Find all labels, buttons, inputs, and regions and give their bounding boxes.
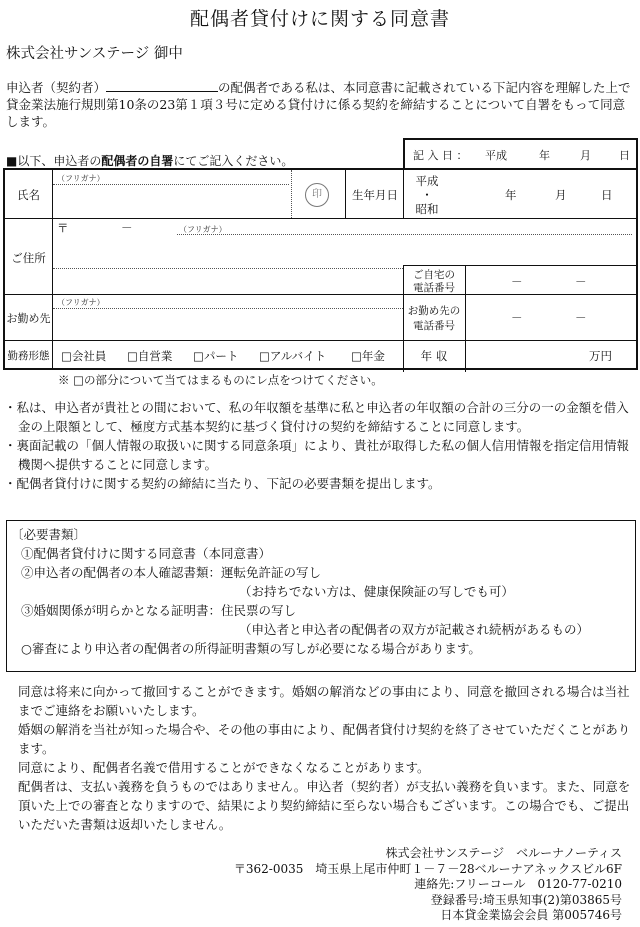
bullet-item: ・配偶者貸付けに関する契約の締結に当たり、下記の必要書類を提出します。 [4, 476, 441, 491]
home-phone-dash-2[interactable]: － [575, 275, 587, 289]
birth-day: 日 [601, 188, 613, 202]
date-month: 月 [580, 149, 591, 162]
seal-mark: 印 [305, 183, 329, 207]
instruction [6, 152, 293, 169]
date-day: 日 [619, 149, 630, 162]
document-title: 配偶者貸付けに関する同意書 [189, 8, 450, 30]
spouse-form [3, 168, 638, 370]
date-era: 平成 [485, 149, 507, 162]
intro-text: の配偶者である私は、本同意書に記載されている下記内容を理解した上で貸金業法施行規則第10条の23第１項３号に定める貸付けに係る契約を締結することについて自署をもって同意します。 [6, 80, 631, 129]
name-label: 氏名 [17, 188, 40, 202]
employment-label: 勤務形態 [7, 350, 50, 362]
work-label: お勤め先 [6, 312, 51, 325]
era-heisei[interactable]: 平成 [415, 174, 439, 188]
home-phone-label-2: 電話番号 [413, 282, 455, 294]
address-label: ご住所 [11, 251, 46, 265]
work-phone-label-2: 電話番号 [413, 320, 455, 332]
income-unit: 万円 [589, 349, 612, 363]
birth-month: 月 [555, 188, 567, 202]
employment-option-pension[interactable]: □年金 [351, 349, 385, 363]
postal-dash: － [121, 221, 133, 235]
footer-address: 〒362-0035 埼玉県上尾市仲町１－７－28ベルーナアネックスビル6F [233, 861, 622, 876]
closing-paragraph: 同意により、配偶者名義で借用することができなくなることがあります。 [18, 760, 430, 775]
birth-year: 年 [505, 188, 517, 202]
required-documents-box [6, 520, 636, 672]
employment-option-company[interactable]: □会社員 [61, 349, 107, 363]
employment-option-self[interactable]: □自営業 [127, 349, 173, 363]
birthdate-label: 生年月日 [352, 188, 398, 202]
date-label: 記 入 日 ： [413, 149, 468, 162]
name-furigana-label: （フリガナ） [57, 174, 105, 183]
work-furigana-label: （フリガナ） [57, 298, 105, 307]
footer-company: 株式会社サンステージ ベルーナノーティス [385, 846, 622, 860]
footer-contact: 連絡先:フリーコール 0120-77-0210 [414, 877, 622, 891]
instruction-pre: ■以下、申込者の [6, 154, 102, 168]
closing-paragraph: 同意は将来に向かって撤回することができます。婚姻の解消などの事由により、同意を撤回される場合は当社までご連絡をお願いいたします。 [18, 684, 630, 718]
home-phone-label-1: ご自宅の [413, 269, 455, 281]
work-phone-label-1: お勤め先の [407, 305, 461, 317]
employment-option-part[interactable]: □パート [193, 349, 239, 363]
instruction-bold: 配偶者の自署 [101, 154, 174, 168]
footer [234, 846, 622, 924]
postal-mark: 〒 [57, 221, 69, 235]
applicant-name-blank[interactable] [106, 78, 218, 92]
closing-text [18, 682, 636, 834]
address-furigana-label: （フリガナ） [179, 225, 227, 234]
date-year: 年 [539, 149, 550, 162]
closing-paragraph: 配偶者は、支払い義務を負うものではありません。申込者（契約者）が支払い義務を負います。また、同意を頂いた上での審査となりますので、結果により契約締結に至らない場合もございます。この場合でも、ご提出いただいた書類は返却いたしません。 [18, 779, 631, 832]
footer-association: 日本貸金業協会会員 第005746号 [440, 908, 622, 922]
bullet-item: ・裏面記載の「個人情報の取扱いに関する同意条項」により、貴社が取得した私の個人信用情報を指定信用情報機関へ提供することに同意します。 [4, 438, 630, 472]
bullet-item: ・私は、申込者が貴社との間において、私の年収額を基準に私と申込者の年収額の合計の三分の一の金額を借入金の上限額として、極度方式基本契約に基づく貸付けの契約を締結することに同意します。 [4, 400, 629, 434]
docs-item-4: ○審査により申込者の配偶者の所得証明書類の写しが必要になる場合があります。 [21, 641, 481, 656]
address-field[interactable] [57, 238, 397, 292]
intro-prefix: 申込者（契約者） [6, 80, 107, 95]
employment-option-arbeit[interactable]: □アルバイト [259, 349, 327, 363]
intro-paragraph [6, 78, 636, 130]
docs-item-3-sub: （申込者と申込者の配偶者の双方が記載され続柄があるもの） [239, 622, 590, 637]
docs-heading: 〔必要書類〕 [11, 527, 87, 542]
docs-item-3: ③婚姻関係が明らかとなる証明書：住民票の写し [21, 603, 297, 618]
docs-item-2-sub: （お持ちでない方は、健康保険証の写しでも可） [239, 584, 514, 599]
name-field[interactable] [57, 188, 287, 214]
work-phone-dash-1[interactable]: － [511, 311, 523, 325]
income-label: 年 収 [420, 349, 448, 363]
era-dot: ・ [421, 188, 433, 202]
addressee: 株式会社サンステージ 御中 [6, 46, 183, 62]
work-phone-dash-2[interactable]: － [575, 311, 587, 325]
home-phone-dash-1[interactable]: － [511, 275, 523, 289]
income-field[interactable] [467, 342, 577, 370]
instruction-post: にてご記入ください。 [173, 154, 294, 168]
consent-bullets [4, 398, 636, 493]
era-showa[interactable]: 昭和 [415, 202, 439, 216]
docs-item-2: ②申込者の配偶者の本人確認書類：運転免許証の写し [21, 565, 322, 580]
checkbox-note: ※ □の部分について当てはまるものにレ点をつけてください。 [58, 373, 383, 387]
footer-registration: 登録番号:埼玉県知事(2)第03865号 [430, 892, 622, 907]
date-box[interactable] [403, 138, 638, 168]
docs-item-1: ①配偶者貸付けに関する同意書（本同意書） [21, 546, 272, 561]
work-field[interactable] [57, 310, 397, 338]
closing-paragraph: 婚姻の解消を当社が知った場合や、その他の事由により、配偶者貸付け契約を終了させていただくことがあります。 [18, 722, 631, 756]
